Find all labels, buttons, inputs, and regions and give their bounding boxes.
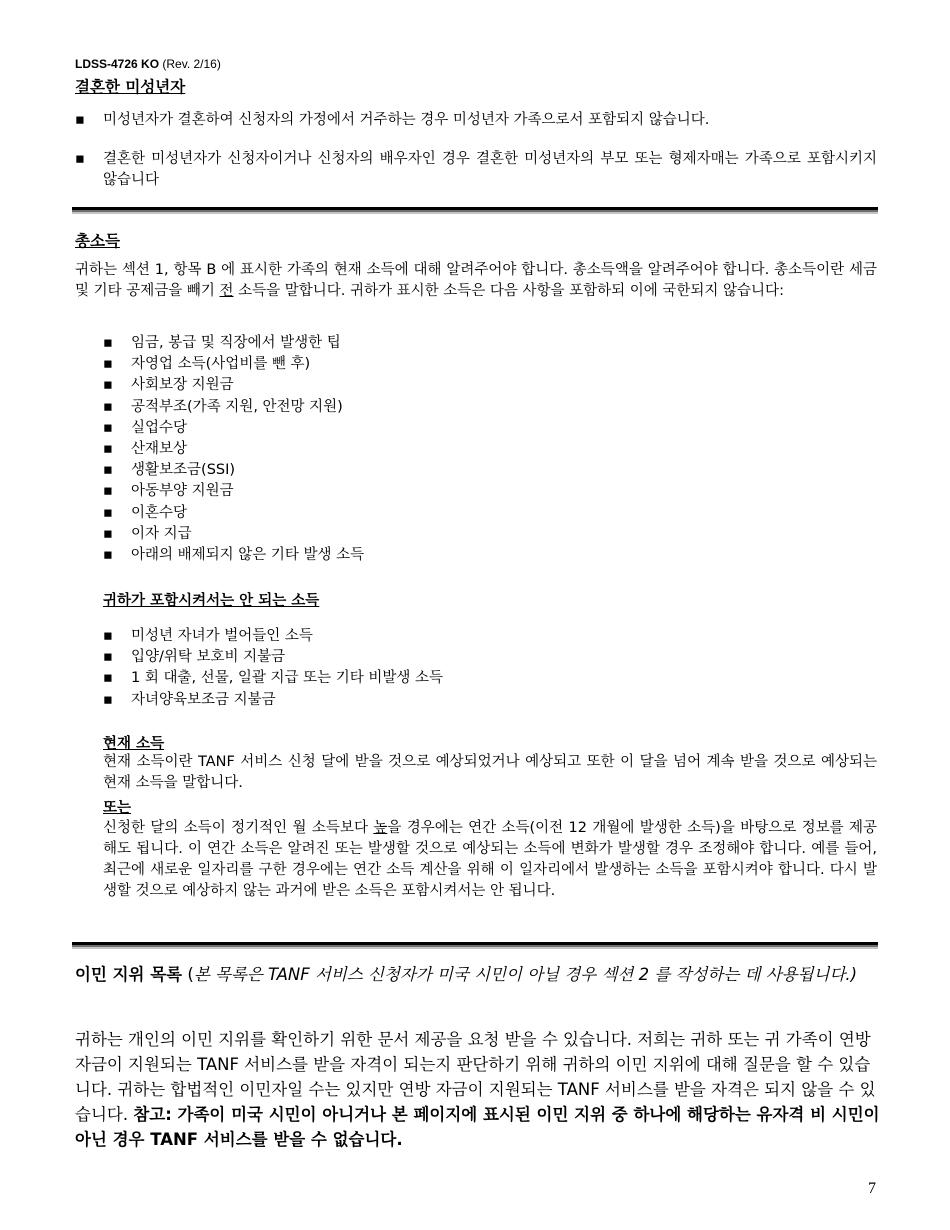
intro-text: 소득을 말합니다. 귀하가 표시한 소득은 다음 사항을 포함하되 이에 국한되지 않습니다: bbox=[233, 283, 784, 299]
gross-income-intro bbox=[75, 260, 877, 302]
immigration-note: 참고: 가족이 미국 시민이 아니거나 본 페이지에 표시된 이민 지위 중 하나에 해당하는 유자격 비 시민이 아닌 경우 TANF 서비스를 받을 수 없습니다. bbox=[75, 1105, 880, 1149]
bullet-icon: ▪ bbox=[103, 483, 113, 500]
bullet-icon: ▪ bbox=[103, 628, 113, 644]
immigration-subtitle: 본 목록은 TANF 서비스 신청자가 미국 시민이 아닐 경우 섹션 2 를 작성하는 데 사용됩니다.) bbox=[193, 965, 858, 984]
immigration-title: 이민 지위 목록 bbox=[75, 965, 183, 984]
bullet-icon: ▪ bbox=[103, 335, 113, 351]
bullet-icon: ▪ bbox=[103, 649, 113, 666]
married-minors-heading: 결혼한 미성년자 bbox=[75, 78, 186, 96]
annual-income-text: 신청한 달의 소득이 정기적인 월 소득보다 높을 경우에는 연간 소득(이전 12 개월에 발생한 소득)을 바탕으로 정보를 제공해도 됩니다. 이 연간 소득은 알려진 또는 발생할 것으로 예상되는 소득에 변화가 발생할 경우 조정해야 합니다. 예를 들어, 최근에 새로운 일자리를 구한 경우에는 연간 소득 계산을 위해 이 일자리에서 발생하는 소득을 포함시켜야 합니다. 다시 발생할 것으로 예상하지 않는 과거에 받은 소득은 포함시켜서는 안 됩니다. bbox=[103, 820, 877, 899]
section-divider bbox=[72, 942, 878, 949]
current-income-heading: 현재 소득 bbox=[103, 736, 165, 752]
bullet-icon: ▪ bbox=[103, 356, 113, 373]
bullet-icon: ▪ bbox=[103, 462, 113, 479]
form-code: LDSS-4726 KO bbox=[75, 57, 160, 71]
immigration-heading: 이민 지위 목록 (본 목록은 TANF 서비스 신청자가 미국 시민이 아닐 경우 섹션 2 를 작성하는 데 사용됩니다.) bbox=[75, 965, 858, 984]
intro-text: 귀하는 섹션 1, 항목 B 에 표시한 가족의 현재 소득에 대해 알려주어야 합니다. 총소득액을 알려주어야 합니다. 총소득이란 세금 및 기타 공제금을 빼기 bbox=[75, 262, 877, 299]
bullet-icon: ▪ bbox=[75, 151, 85, 167]
or-heading: 또는 bbox=[103, 800, 132, 816]
intro-emphasis: 전 bbox=[219, 283, 234, 299]
section-divider bbox=[72, 207, 878, 214]
gross-income-heading: 총소득 bbox=[75, 232, 120, 250]
bullet-icon: ▪ bbox=[103, 398, 113, 415]
annual-income-emphasis: 높 bbox=[373, 820, 388, 836]
bullet-icon: ▪ bbox=[103, 546, 113, 563]
bullet-icon: ▪ bbox=[103, 670, 113, 687]
immigration-body: 귀하는 개인의 이민 지위를 확인하기 위한 문서 제공을 요청 받을 수 있습니다. 저희는 귀하 또는 귀 가족이 연방 자금이 지원되는 TANF 서비스를 받을 자격이 되는지 판단하기 위해 귀하의 이민 지위에 대해 질문을 할 수 있습니다. 귀하는 합법적인 이민자일 수는 있지만 연방 자금이 지원되는 TANF 서비스를 받을 자격은 되지 않을 수 있습니다. 참고: 가족이 미국 시민이 아니거나 본 페이지에 표시된 이민 지위 중 하나에 해당하는 유자격 비 시민이 아닌 경우 TANF 서비스를 받을 수 없습니다. bbox=[75, 1030, 880, 1149]
excluded-income-heading: 귀하가 포함시켜서는 안 되는 소득 bbox=[103, 593, 320, 609]
bullet-text: 미성년자가 결혼하여 신청자의 가정에서 거주하는 경우 미성년자 가족으로서 포함되지 않습니다. bbox=[103, 112, 710, 128]
bullet-icon: ▪ bbox=[103, 525, 113, 542]
bullet-text: 결혼한 미성년자가 신청자이거나 신청자의 배우자인 경우 결혼한 미성년자의 부모 또는 형제자매는 가족으로 포함시키지 않습니다 bbox=[103, 151, 877, 188]
bullet-icon: ▪ bbox=[103, 440, 113, 457]
current-income-text: 현재 소득이란 TANF 서비스 신청 달에 받을 것으로 예상되었거나 예상되고 또한 이 달을 넘어 계속 받을 것으로 예상되는 현재 소득을 말합니다. bbox=[103, 754, 877, 791]
document-page: LDSS-4726 KO (Rev. 2/16) 결혼한 미성년자 ▪ 미성년자가 결혼하여 신청자의 가정에서 거주하는 경우 미성년자 가족으로서 포함되지 않습니다. ▪ 결혼한 미성년자가 신청자이거나 신청자의 배우자인 경우 결혼한 미성년자의 부모 또는 형제자매는 가족으로 포함시키지 않습니다 총소득 귀하는 섹션 1, 항목 B 에 표시한 가족의 현재 소득에 대해 알려주어야 합니다. 총소득액을 알려주어야 합니다. 총소득이란 세금 및 기타 공제금을 빼기 전 소득을 말합니다. 귀하가 표시한 소득은 다음 사항을 포함하되 이에 국한되지 않습니다: ▪ 임금, 봉급 및 직장에서 발생한 팁 ▪ 자영업 소득(사업비를 뺀 후) ▪ 사회보장 지원금 ▪ 공적부조(가족 지원, 안전망 지원) ▪ 실업수당 ▪ 산재보상 ▪ 생활보조금(SSI) ▪ 아동부양 지원금 ▪ 이혼수당 ▪ 이자 지급 ▪ 아래의 배제되지 않은 기타 발생 소득 귀하가 포함시켜서는 안 되는 소득 ▪ 미성년 자녀가 벌어들인 소득 ▪ 입양/위탁 보호비 지불금 ▪ 1 회 대출, 선물, 일괄 지급 또는 기타 비발생 소득 ▪ 자녀양육보조금 지불금 현재 소득 현재 소득이란 TANF 서비스 신청 달에 받을 것으로 예상되었거나 예상되고 또한 이 달을 넘어 계속 받을 것으로 예상되는 현재 소득을 말합니다. 또는 신청한 달의 소득이 정기적인 월 소득보다 높을 경우에는 연간 소득(이전 12 개월에 발생한 소득)을 바탕으로 정보를 제공해도 됩니다. 이 연간 소득은 알려진 또는 발생할 것으로 예상되는 소득에 변화가 발생할 경우 조정해야 합니다. 예를 들어, 최근에 새로운 일자리를 구한 경우에는 연간 소득 계산을 위해 이 일자리에서 발생하는 소득을 포함시켜야 합니다. 다시 발생할 것으로 예상하지 않는 과거에 받은 소득은 포함시켜서는 안 됩니다. 이민 지위 목록 (본 목록은 TANF 서비스 신청자가 미국 시민이 아닐 경우 섹션 2 를 작성하는 데 사용됩니다.) 귀하는 개인의 이민 지위를 확인하기 위한 문서 제공을 요청 받을 수 있습니다. 저희는 귀하 또는 귀 가족이 연방 자금이 지원되는 TANF 서비스를 받을 자격이 되는지 판단하기 위해 귀하의 이민 지위에 대해 질문을 할 수 있습니다. 귀하는 합법적인 이민자일 수는 있지만 연방 자금이 지원되는 TANF 서비스를 받을 자격은 되지 않을 수 있습니다. 참고: 가족이 미국 시민이 아니거나 본 페이지에 표시된 이민 지위 중 하나에 해당하는 유자격 비 시민이 아닌 경우 TANF 서비스를 받을 수 없습니다. 7 bbox=[0, 0, 950, 1230]
bullet-icon: ▪ bbox=[103, 691, 113, 708]
page-number: 7 bbox=[868, 1180, 876, 1197]
form-identifier bbox=[75, 57, 221, 71]
form-revision: (Rev. 2/16) bbox=[162, 57, 221, 71]
bullet-icon: ▪ bbox=[103, 377, 113, 394]
bullet-icon: ▪ bbox=[103, 419, 113, 436]
bullet-icon: ▪ bbox=[103, 504, 113, 521]
bullet-icon: ▪ bbox=[75, 112, 85, 128]
